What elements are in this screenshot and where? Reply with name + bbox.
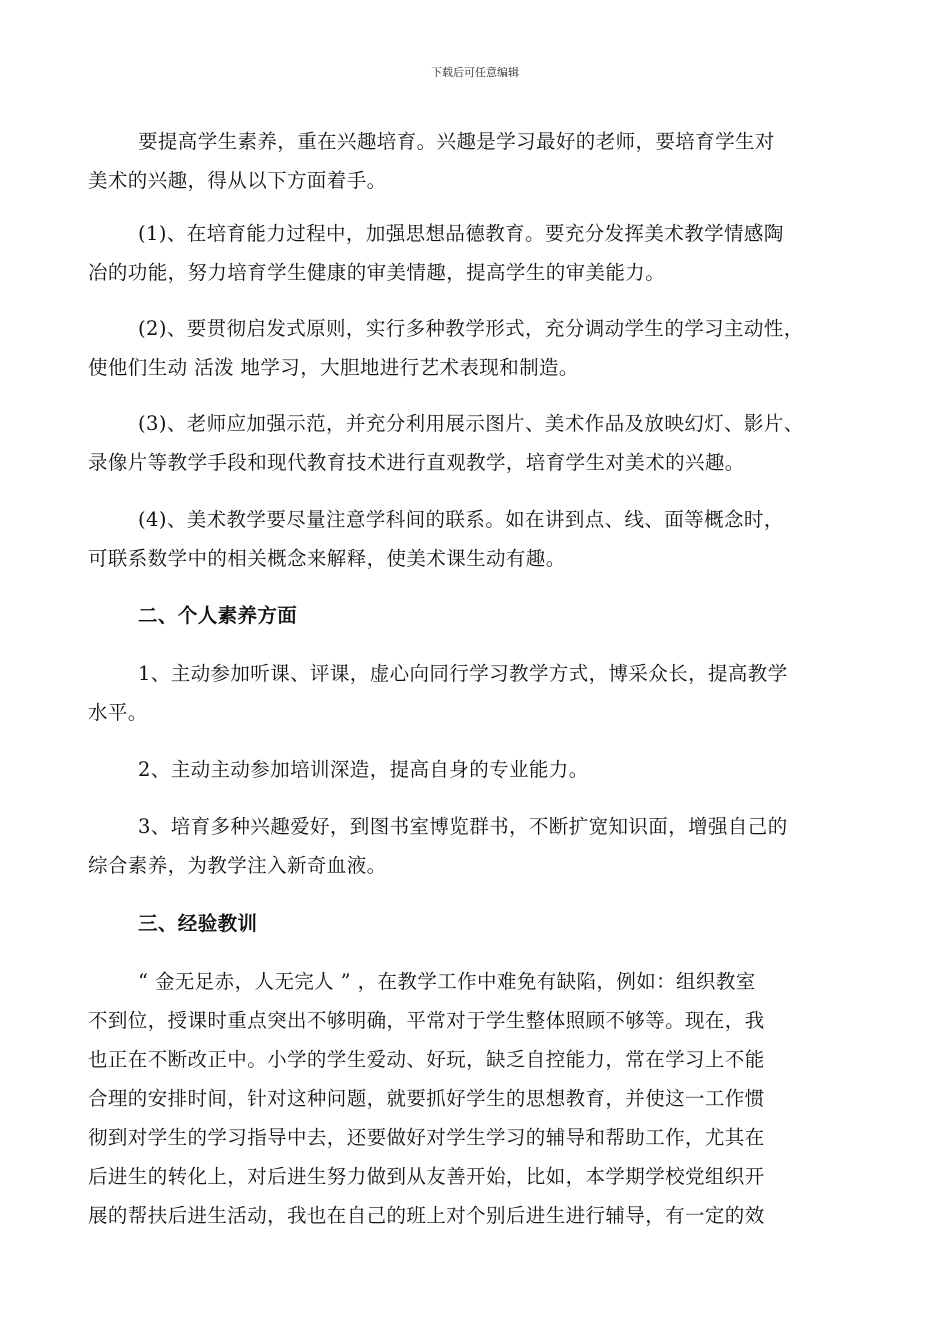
paragraph-line: 后进生的转化上，对后进生努力做到从友善开始，比如，本学期学校党组织开 <box>88 1165 765 1188</box>
paragraph-line: 水平。 <box>88 701 148 724</box>
paragraph-line: 也正在不断改正中。小学的学生爱动、好玩，缺乏自控能力，常在学习上不能 <box>88 1048 765 1071</box>
heading-text: 三、经验教训 <box>138 912 258 935</box>
paragraph-line: 要提高学生素养，重在兴趣培育。兴趣是学习最好的老师，要培育学生对 <box>138 130 775 153</box>
paragraph-line: 可联系数学中的相关概念来解释，使美术课生动有趣。 <box>88 547 566 570</box>
paragraph-line: 合理的安排时间，针对这种问题，就要抓好学生的思想教育，并使这一工作惯 <box>88 1087 765 1110</box>
paragraph-line: (4)、美术教学要尽量注意学科间的联系。如在讲到点、线、面等概念时， <box>138 508 784 531</box>
paragraph-line: 2、主动主动参加培训深造，提高自身的专业能力。 <box>138 758 589 781</box>
paragraph-line: (3)、老师应加强示范，并充分利用展示图片、美术作品及放映幻灯、影片、 <box>138 412 804 435</box>
paragraph-item-2 <box>88 309 888 387</box>
paragraph-line: 彻到对学生的学习指导中去，还要做好对学生学习的辅导和帮助工作，尤其在 <box>88 1126 765 1149</box>
paragraph-line: 录像片等教学手段和现代教育技术进行直观教学，培育学生对美术的兴趣。 <box>88 451 745 474</box>
paragraph-line: 1、主动参加听课、评课，虚心向同行学习教学方式，博采众长，提高教学 <box>138 662 788 685</box>
paragraph-item-1 <box>88 214 888 292</box>
paragraph-line: 3、培育多种兴趣爱好，到图书室博览群书，不断扩宽知识面，增强自己的 <box>138 815 788 838</box>
heading-text: 二、个人素养方面 <box>138 604 298 627</box>
paragraph-interest <box>88 122 888 200</box>
paragraph-personal-2 <box>88 750 888 789</box>
paragraph-line: “ 金无足赤，人无完人 ” ，在教学工作中难免有缺陷，例如：组织教室 <box>138 970 756 993</box>
paragraph-item-4 <box>88 500 888 578</box>
paragraph-line: 美术的兴趣，得从以下方面着手。 <box>88 169 387 192</box>
paragraph-line: 综合素养，为教学注入新奇血液。 <box>88 854 387 877</box>
paragraph-line: (1)、在培育能力过程中，加强思想品德教育。要充分发挥美术教学情感陶 <box>138 222 784 245</box>
paragraph-line: 使他们生动 活泼 地学习，大胆地进行艺术表现和制造。 <box>88 356 579 379</box>
page-header: 下载后可任意编辑 <box>431 66 519 79</box>
paragraph-personal-3 <box>88 807 888 885</box>
paragraph-line: (2)、要贯彻启发式原则，实行多种教学形式，充分调动学生的学习主动性， <box>138 317 804 340</box>
paragraph-item-3 <box>88 404 888 482</box>
paragraph-line: 不到位，授课时重点突出不够明确，平常对于学生整体照顾不够等。现在，我 <box>88 1009 765 1032</box>
section-heading-lessons <box>88 904 888 943</box>
paragraph-lessons <box>88 962 888 1235</box>
paragraph-line: 冶的功能，努力培育学生健康的审美情趣，提高学生的审美能力。 <box>88 261 666 284</box>
paragraph-line: 展的帮扶后进生活动，我也在自己的班上对个别后进生进行辅导，有一定的效 <box>88 1204 765 1227</box>
section-heading-personal <box>88 596 888 635</box>
paragraph-personal-1 <box>88 654 888 732</box>
